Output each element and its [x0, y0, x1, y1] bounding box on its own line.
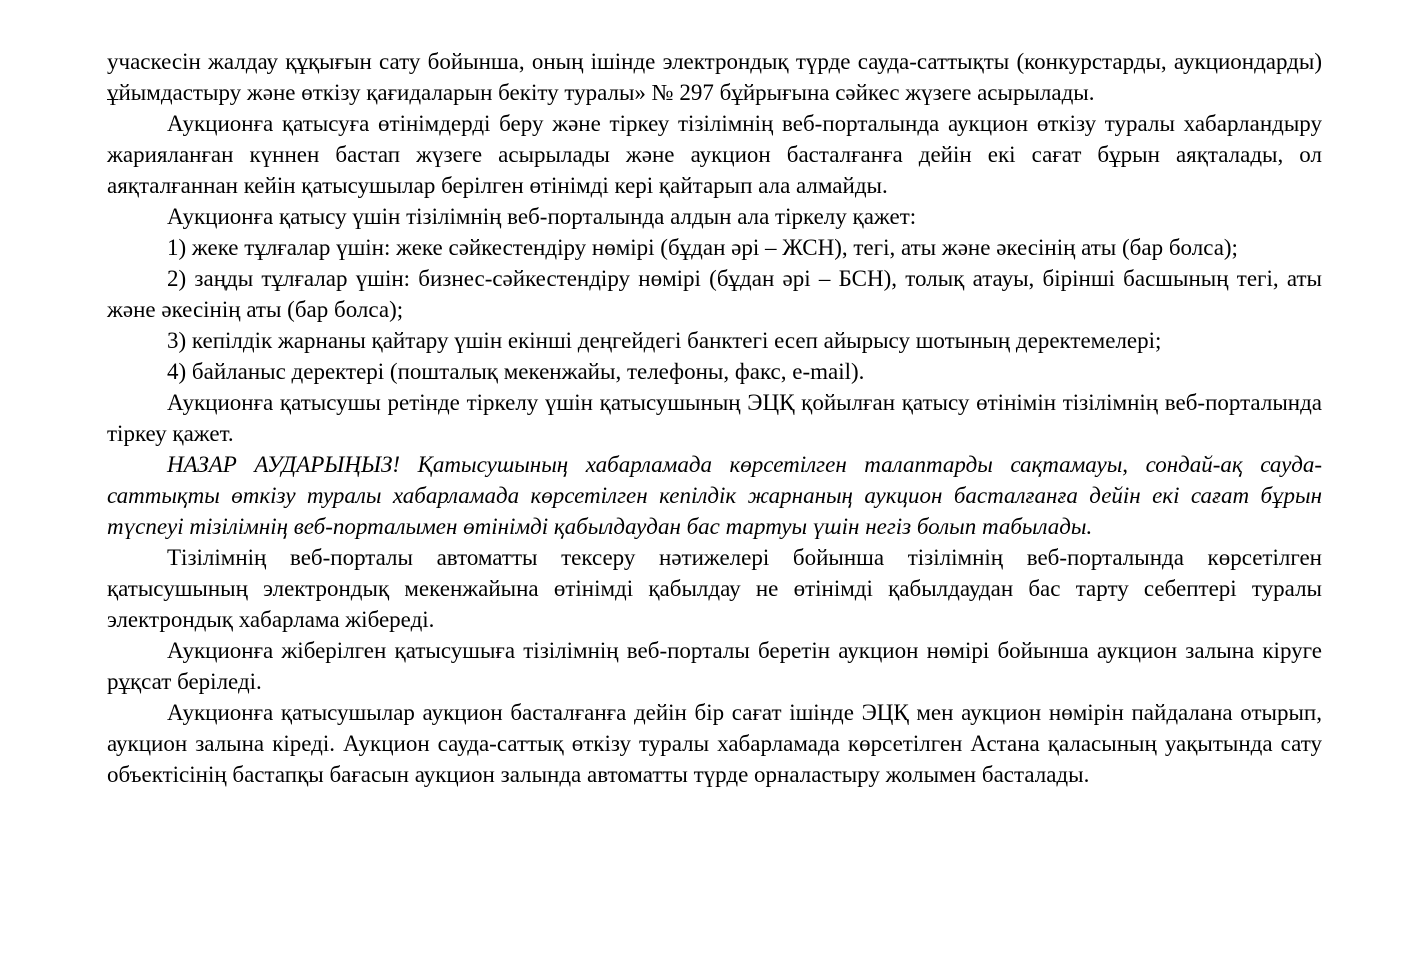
- paragraph: Аукционға қатысуға өтінімдерді беру және тіркеу тізілімнің веб-порталында аукцион өткізу туралы хабарландыру жарияланған күннен бастап жүзеге асырылады және аукцион басталғанға дейін екі сағат бұрын аяқталады, ол аяқталғаннан кейін қатысушылар берілген өтінімді кері қайтарып ала алмайды.: [107, 111, 1322, 198]
- paragraph: 2) заңды тұлғалар үшін: бизнес-сәйкестендіру нөмірі (бұдан әрі – БСН), толық атауы, бірінші басшының тегі, аты және әкесінің аты (бар болса);: [107, 266, 1322, 322]
- paragraph: 4) байланыс деректері (пошталық мекенжайы, телефоны, факс, e-mail).: [167, 359, 865, 384]
- paragraph: Тізілімнің веб-порталы автоматты тексеру нәтижелері бойынша тізілімнің веб-порталында көрсетілген қатысушының электрондық мекенжайына өтінімді қабылдау не өтінімді қабылдаудан бас тарту себептері туралы электрондық хабарлама жібереді.: [107, 545, 1322, 632]
- paragraph: НАЗАР АУДАРЫҢЫЗ! Қатысушының хабарламада көрсетілген талаптарды сақтамауы, сондай-ақ сауда-саттықты өткізу туралы хабарламада көрсетілген кепілдік жарнаның аукцион басталғанға дейін екі сағат бұрын түспеуі тізілімнің веб-порталымен өтінімді қабылдаудан бас тартуы үшін негіз болып табылады.: [107, 452, 1322, 539]
- paragraph: учаскесін жалдау құқығын сату бойынша, оның ішінде электрондық түрде сауда-саттықты (конкурстарды, аукциондарды) ұйымдастыру және өткізу қағидаларын бекіту туралы» № 297 бұйрығына сәйкес жүзеге асырылады.: [107, 49, 1322, 105]
- paragraph: Аукционға жіберілген қатысушыға тізілімнің веб-порталы беретін аукцион нөмірі бойынша аукцион залына кіруге рұқсат беріледі.: [107, 638, 1322, 694]
- document-body: [107, 46, 1322, 790]
- paragraph: Аукционға қатысушылар аукцион басталғанға дейін бір сағат ішінде ЭЦҚ мен аукцион нөмірін пайдалана отырып, аукцион залына кіреді. Аукцион сауда-саттық өткізу туралы хабарламада көрсетілген Астана қаласының уақытында сату объектісінің бастапқы бағасын аукцион залында автоматты түрде орналастыру жолымен басталады.: [107, 700, 1322, 787]
- paragraph: Аукционға қатысушы ретінде тіркелу үшін қатысушының ЭЦҚ қойылған қатысу өтінімін тізілімнің веб-порталында тіркеу қажет.: [107, 390, 1322, 446]
- paragraph: 3) кепілдік жарнаны қайтару үшін екінші деңгейдегі банктегі есеп айырысу шотының деректемелері;: [167, 328, 1162, 353]
- paragraph: Аукционға қатысу үшін тізілімнің веб-порталында алдын ала тіркелу қажет:: [167, 204, 917, 229]
- paragraph: 1) жеке тұлғалар үшін: жеке сәйкестендіру нөмірі (бұдан әрі – ЖСН), тегі, аты және әкесінің аты (бар болса);: [167, 235, 1238, 260]
